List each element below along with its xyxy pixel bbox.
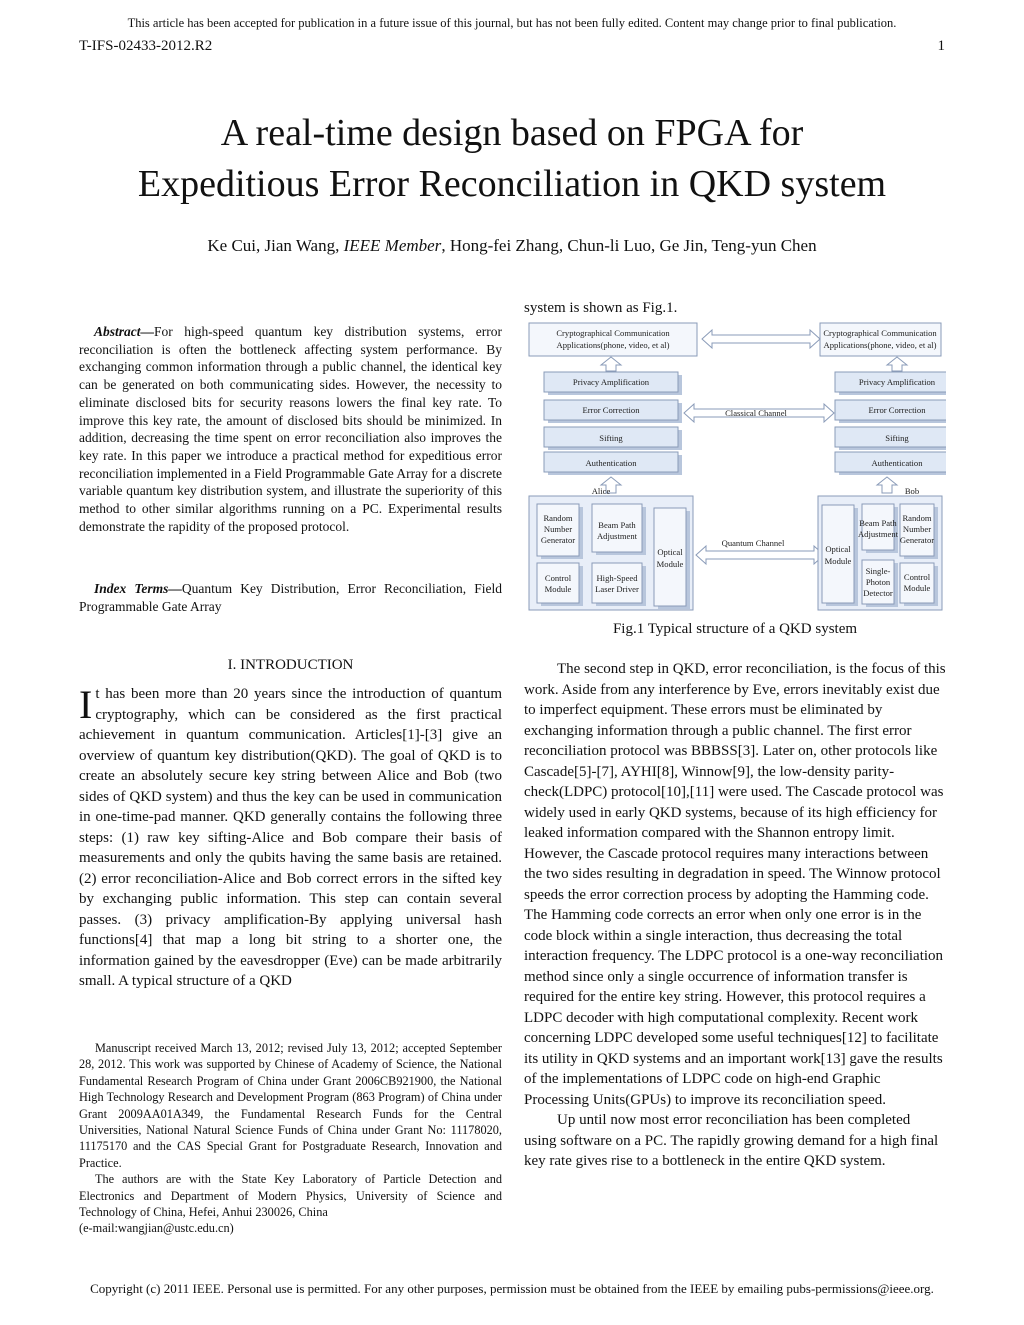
introduction-text	[79, 684, 502, 992]
title-line-2: Expeditious Error Reconciliation in QKD system	[137, 163, 887, 205]
title-line-1: A real-time design based on FPGA for	[220, 112, 804, 154]
optical-left-line-2: Module	[656, 559, 684, 569]
drop-cap: I	[79, 682, 93, 727]
bpa-left-line-1: Beam Path	[598, 520, 636, 530]
authentication-left	[544, 452, 682, 475]
optical-right-line-2: Module	[824, 556, 852, 566]
section-heading-introduction: I. INTRODUCTION	[227, 657, 354, 673]
sifting-right	[835, 427, 946, 450]
authentication-right-label: Authentication	[871, 458, 923, 468]
manuscript-footnote	[79, 1040, 502, 1237]
control-right-line-2: Module	[903, 583, 931, 593]
optical-module-right	[822, 505, 858, 606]
error-correction-right	[835, 400, 946, 423]
error-right-label: Error Correction	[868, 405, 926, 415]
rng-left-line-2: Number	[543, 524, 573, 534]
error-correction-left	[544, 400, 682, 423]
footnote-affiliation: The authors are with the State Key Laboratory of Particle Detection and Electronics and Department of Modern Physics, University of Science and Technology of China, Hefei, Anhui 230026, China	[79, 1172, 502, 1220]
rng-left-line-1: Random	[543, 513, 573, 523]
authors-part-1: Ke Cui, Jian Wang,	[207, 236, 344, 255]
laser-line-1: High-Speed	[596, 573, 638, 583]
authentication-left-label: Authentication	[585, 458, 637, 468]
rng-left-line-3: Generator	[540, 535, 576, 545]
privacy-amplification-right	[835, 372, 946, 395]
quantum-channel-label: Quantum Channel	[721, 538, 785, 548]
index-terms-text: Quantum Key Distribution, Error Reconciliation, Field Programmable Gate Array	[79, 581, 502, 614]
bob-stack	[835, 357, 946, 475]
bpa-right-line-2: Adjustment	[857, 529, 899, 539]
optical-module-left	[654, 508, 690, 609]
copyright-footer: Copyright (c) 2011 IEEE. Personal use is permitted. For any other purposes, permission must be obtained from the IEEE by emailing pubs-permissions@ieee.org.	[90, 1281, 934, 1296]
sifting-left-label: Sifting	[599, 433, 623, 443]
alice-up-arrow	[601, 357, 621, 371]
spd-line-2: Photon	[865, 577, 891, 587]
optical-right-line-1: Optical	[825, 544, 851, 554]
random-number-generator-right	[900, 504, 938, 559]
control-left-line-2: Module	[544, 584, 572, 594]
bob-up-arrow	[887, 357, 907, 371]
privacy-right-label: Privacy Amplification	[858, 377, 936, 387]
sifting-left	[544, 427, 682, 450]
bpa-left-line-2: Adjustment	[596, 531, 638, 541]
authors-part-2: , Hong-fei Zhang, Chun-li Luo, Ge Jin, Teng-yun Chen	[441, 236, 817, 255]
abstract	[79, 323, 502, 535]
introduction-paragraph: t has been more than 20 years since the introduction of quantum cryptography, which can be considered as the first practical achievement in quantum communication. Articles[1]-[3] give an overview of quantum key distribution(QKD). The goal of QKD is to create an absolutely secure key string between Alice and Bob (two sides of QKD system) and thus the key can be used in communication in one-time-pad manner. QKD generally contains the following three steps: (1) raw key sifting-Alice and Bob compare their basis of measurements and only the qubits having the same basis are retained. (2) error reconciliation-Alice and Bob correct errors in the sifted key by exchanging public information. This step can contain several passes. (3) privacy amplification-By applying universal hash functions[4] that map a long bit string to a shorter one, the information gained by the eavesdropper (Eve) can be made arbitrarily small. A typical structure of a QKD	[79, 686, 502, 989]
footnote-email: (e-mail:wangjian@ustc.edu.cn)	[79, 1221, 234, 1236]
quantum-channel	[696, 538, 824, 564]
laser-line-2: Laser Driver	[595, 584, 639, 594]
classical-channel	[684, 404, 834, 422]
figure-caption: Fig.1 Typical structure of a QKD system	[612, 621, 858, 637]
publication-notice: This article has been accepted for publication in a future issue of this journal, but has not been fully edited. Content may change prior to final publication.	[127, 16, 897, 30]
control-right-line-1: Control	[903, 572, 931, 582]
author-list	[0, 236, 1024, 256]
bob-label: Bob	[904, 486, 920, 496]
rng-right-line-3: Generator	[899, 535, 935, 545]
right-paragraph-1: The second step in QKD, error reconciliation, is the focus of this work. Aside from any interference by Eve, errors inevitably exist due to imperfect equipment. These errors must be eliminated by exchanging information through a public channel. The first error reconciliation protocol was BBBSS[3]. Later on, other protocols like Cascade[5]-[7], AYHI[8], Winnow[9], the low-density parity-check(LDPC) protocol[10],[11] were used. The Cascade protocol was widely used in early QKD systems, because of its high efficiency for leaked information compared with the Shannon entropy limit. However, the Cascade protocol requires many interactions between the two sides resulting in degradation in speed. The Winnow protocol speeds the error correction process by adopting the Hamming code. The Hamming code corrects an error when only one error is in the code block within a single interaction, thus decreasing the total interaction frequency. The LDPC protocol is a one-way reconciliation method since only a single occurrence of information transfer is required for the entire key string. However, this protocol requires a LDPC decoder with high computational complexity. Recent work concerning LDPC developed some useful techniques[12] to facilitate its utility in QKD systems and an important work[13] gave the results of the implementations of LDPC code on high-end Graphic Processing Units(GPUs) to improve its reconciliation speed.	[524, 661, 946, 1108]
app-box-bob-side	[820, 323, 941, 356]
manuscript-code: T-IFS-02433-2012.R2	[79, 38, 213, 54]
beam-path-adjustment-left	[592, 504, 646, 555]
error-left-label: Error Correction	[582, 405, 640, 415]
control-module-left	[537, 563, 583, 606]
app-arrow	[702, 330, 820, 348]
app-box-left	[529, 323, 697, 356]
right-column-body	[524, 659, 946, 1172]
index-terms	[79, 580, 502, 615]
alice-hardware	[529, 477, 693, 610]
abstract-text: For high-speed quantum key distribution systems, error reconciliation is often the bottleneck affecting system performance. By exchanging common information through a public channel, the identical key can be generated on both communicating sides. However, the necessity to eliminate disclosed bits for security reasons lowers the final key rate. To improve this key rate, the amount of disclosed bits should be minimized. In addition, decreasing the time spent on error reconciliation also improves the key rate. In this paper we introduce a practical method for expeditious error reconciliation implemented in a Field Programmable Gate Array for a discrete variable quantum key distribution system, and illustrate the superiority of this method to other similar algorithms running on a PC. Experimental results demonstrate the rapidity of the proposed protocol.	[79, 324, 502, 534]
figure-lead-text: system is shown as Fig.1.	[524, 300, 678, 316]
qkd-structure-diagram	[524, 317, 946, 619]
laser-driver-left	[592, 563, 646, 606]
sifting-right-label: Sifting	[885, 433, 909, 443]
app-right-line-1: Cryptographical Communication	[823, 328, 937, 338]
privacy-amplification-left	[544, 372, 682, 395]
page-number: 1	[937, 38, 945, 54]
bob-hardware	[818, 477, 942, 610]
spd-line-1: Single-	[865, 566, 891, 576]
single-photon-detector	[862, 560, 898, 607]
spd-line-3: Detector	[863, 588, 893, 598]
control-module-right	[900, 563, 938, 606]
rng-right-line-2: Number	[902, 524, 932, 534]
paper-title	[0, 108, 1024, 210]
authors-role: IEEE Member	[343, 236, 442, 255]
rng-right-line-1: Random	[902, 513, 932, 523]
classical-channel-label: Classical Channel	[725, 408, 787, 418]
beam-path-adjustment-right	[858, 504, 899, 553]
footnote-received: Manuscript received March 13, 2012; revised July 13, 2012; accepted September 28, 2012. This work was supported by Chinese of Academy of Science, the National Fundamental Research Program of China under Grant 2006CB921900, the National High Technology Research and Development Program (863 Program) of China under Grant 2009AA01A349, the Fundamental Research Funds for the Central Universities, National Natural Science Funds of China under Grant No: 11178020, 11175170 and the CAS Special Grant for Postgraduate Research, Innovation and Practice.	[79, 1041, 502, 1170]
app-right-line-2: Applications(phone, video, et al)	[823, 340, 937, 350]
right-paragraph-2: Up until now most error reconciliation has been completed using software on a PC. The rapidly growing demand for a high final key rate gives rise to a bottleneck in the entire QKD system.	[524, 1112, 939, 1169]
optical-left-line-1: Optical	[657, 547, 683, 557]
bpa-right-line-1: Beam Path	[859, 518, 897, 528]
abstract-label: Abstract—	[94, 324, 155, 339]
app-left-line-2: Applications(phone, video, et al)	[556, 340, 670, 350]
alice-stack	[544, 357, 682, 475]
alice-label: Alice	[591, 486, 611, 496]
authentication-right	[835, 452, 946, 475]
privacy-left-label: Privacy Amplification	[572, 377, 650, 387]
control-left-line-1: Control	[544, 573, 572, 583]
random-number-generator-left	[537, 504, 583, 559]
bob-hw-arrow	[877, 477, 897, 493]
app-left-line-1: Cryptographical Communication	[556, 328, 670, 338]
index-terms-label: Index Terms—	[94, 581, 182, 596]
